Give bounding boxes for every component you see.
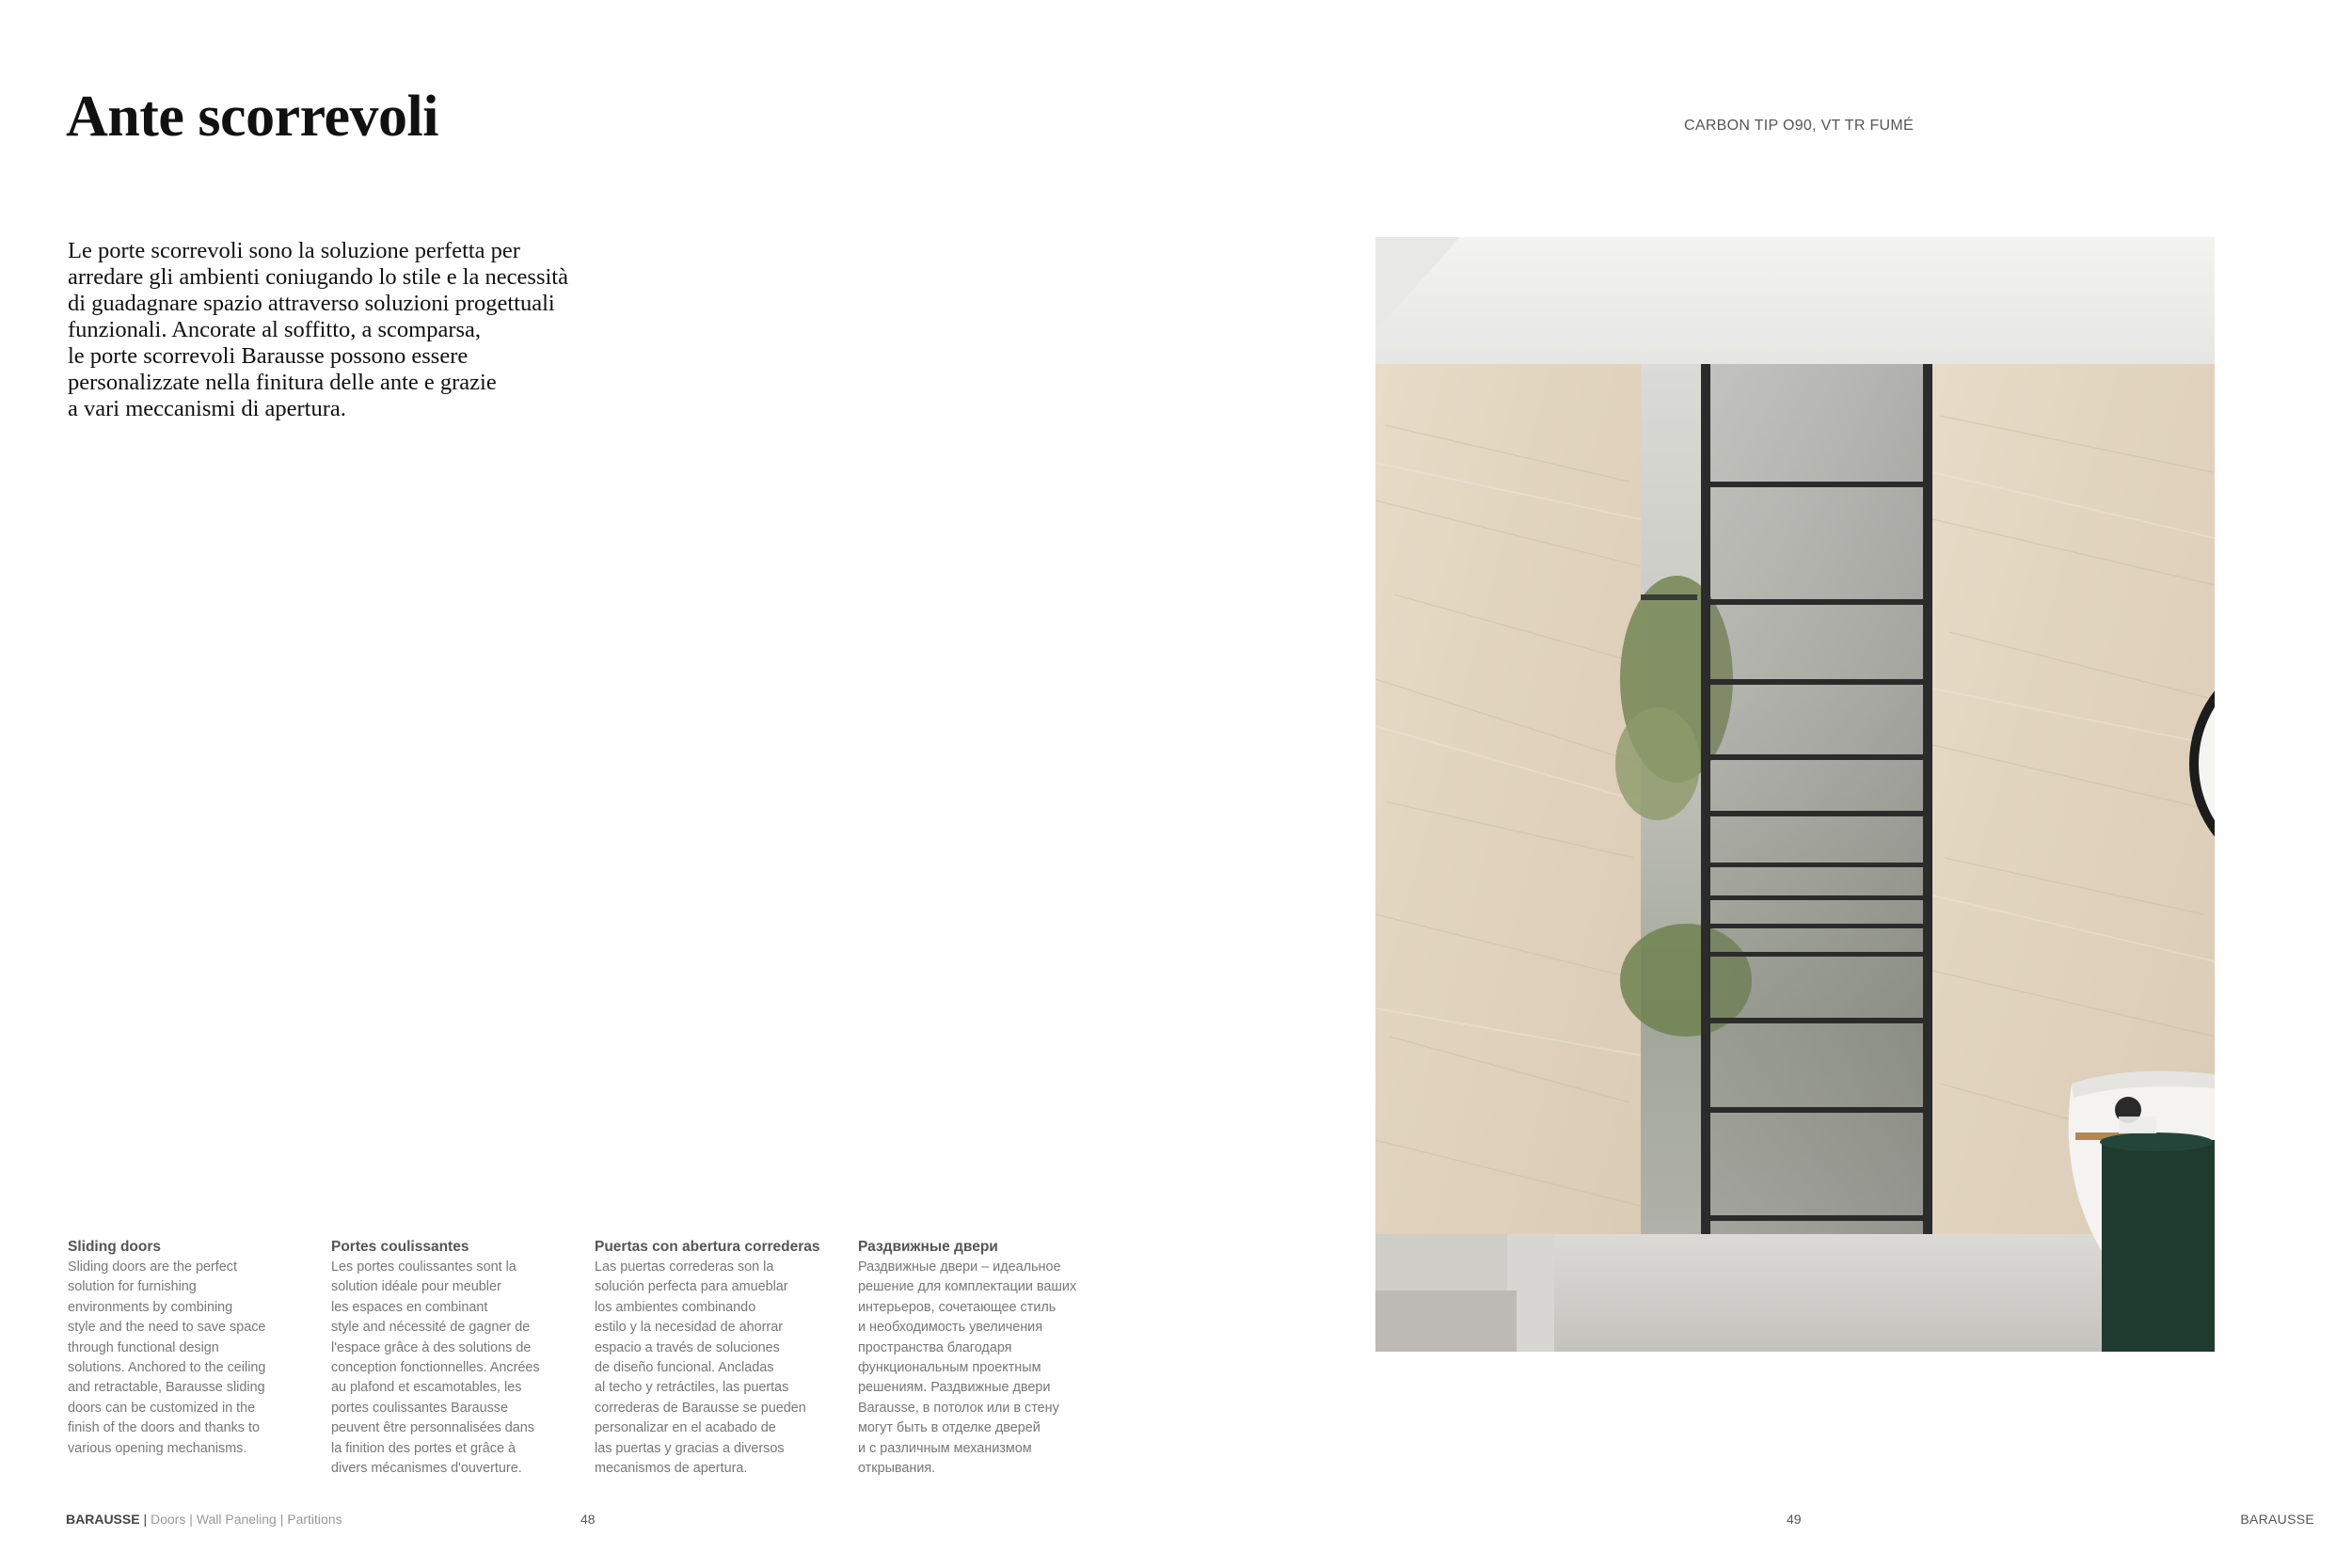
column-line: style and the need to save space — [68, 1320, 266, 1336]
intro-line: le porte scorrevoli Barausse possono essere — [68, 343, 469, 369]
translations — [68, 1238, 1121, 1482]
column-line: peuvent être personnalisées dans — [331, 1420, 535, 1436]
column-line: решение для комплектации ваших — [858, 1279, 1077, 1295]
column-line: estilo y la necesidad de ahorrar — [595, 1320, 783, 1336]
column-line: Sliding doors are the perfect — [68, 1259, 237, 1275]
column-line: finish of the doors and thanks to — [68, 1420, 260, 1436]
column-line: solutions. Anchored to the ceiling — [68, 1360, 266, 1376]
column-line: los ambientes combinando — [595, 1299, 756, 1315]
image-caption: CARBON TIP O90, VT TR FUMÉ — [1684, 118, 1915, 134]
footer-brand-right: BARAUSSE — [2240, 1512, 2314, 1527]
intro-line: funzionali. Ancorate al soffitto, a scomparsa, — [68, 317, 482, 342]
column-line: функциональным проектным — [858, 1360, 1041, 1376]
column-line: solution idéale pour meubler — [331, 1279, 501, 1295]
column-line: Las puertas correderas son la — [595, 1259, 774, 1275]
column-line: through functional design — [68, 1339, 219, 1355]
intro-paragraph — [68, 238, 651, 422]
column-russian — [858, 1238, 1114, 1479]
column-line: открывания. — [858, 1461, 936, 1477]
column-line: могут быть в отделке дверей — [858, 1420, 1041, 1436]
column-line: au plafond et escamotables, les — [331, 1380, 522, 1396]
intro-line: personalizzate nella finitura delle ante e grazie — [68, 370, 497, 395]
footer-separator: | — [143, 1512, 148, 1527]
column-line: Les portes coulissantes sont la — [331, 1259, 516, 1275]
footer-brand-line — [66, 1512, 342, 1527]
bathroom-sliding-door-photo — [1375, 237, 2215, 1352]
column-line: Раздвижные двери – идеальное — [858, 1259, 1061, 1275]
column-line: de diseño funcional. Ancladas — [595, 1360, 774, 1376]
intro-line: Le porte scorrevoli sono la soluzione perfetta per — [68, 238, 520, 263]
column-line: интерьеров, сочетающее стиль — [858, 1299, 1057, 1315]
column-line: mecanismos de apertura. — [595, 1461, 748, 1477]
column-line: divers mécanismes d'ouverture. — [331, 1461, 522, 1477]
intro-line: a vari meccanismi di apertura. — [68, 396, 346, 421]
page-number-left: 48 — [580, 1512, 596, 1527]
column-line: пространства благодаря — [858, 1339, 1012, 1355]
column-line: conception fonctionnelles. Ancrées — [331, 1360, 540, 1376]
column-line: correderas de Barausse se pueden — [595, 1400, 806, 1416]
column-heading: Portes coulissantes — [331, 1239, 469, 1255]
column-line: Barausse, в потолок или в стену — [858, 1400, 1059, 1416]
column-line: al techo y retráctiles, las puertas — [595, 1380, 789, 1396]
column-line: la finition des portes et grâce à — [331, 1440, 516, 1456]
column-line: various opening mechanisms. — [68, 1440, 247, 1456]
column-line: и необходимость увеличения — [858, 1320, 1043, 1336]
column-line: решениям. Раздвижные двери — [858, 1380, 1051, 1396]
column-line: and retractable, Barausse sliding — [68, 1380, 265, 1396]
column-french — [331, 1238, 587, 1479]
column-line: las puertas y gracias a diversos — [595, 1440, 785, 1456]
column-line: les espaces en combinant — [331, 1299, 488, 1315]
footer-brand: BARAUSSE — [66, 1512, 140, 1527]
column-line: и с различным механизмом — [858, 1440, 1032, 1456]
column-line: solution for furnishing — [68, 1279, 197, 1295]
column-text — [68, 1258, 324, 1459]
column-english — [68, 1238, 324, 1459]
column-line: environments by combining — [68, 1299, 233, 1315]
intro-line: arredare gli ambienti coniugando lo stile e la necessità — [68, 264, 568, 290]
column-line: doors can be customized in the — [68, 1400, 256, 1416]
footer-tagline: Doors | Wall Paneling | Partitions — [151, 1512, 342, 1527]
page-title: Ante scorrevoli — [66, 85, 438, 149]
column-line: solución perfecta para amueblar — [595, 1279, 788, 1295]
column-text — [858, 1258, 1114, 1479]
column-line: style and nécessité de gagner de — [331, 1320, 531, 1336]
column-text — [331, 1258, 587, 1479]
column-line: personalizar en el acabado de — [595, 1420, 776, 1436]
column-spanish — [595, 1238, 850, 1479]
column-heading: Puertas con abertura correderas — [595, 1239, 820, 1255]
column-line: l'espace grâce à des solutions de — [331, 1339, 532, 1355]
column-heading: Sliding doors — [68, 1239, 162, 1255]
intro-line: di guadagnare spazio attraverso soluzioni progettuali — [68, 291, 555, 316]
column-text — [595, 1258, 850, 1479]
page-number-right: 49 — [1787, 1512, 1802, 1527]
column-heading: Раздвижные двери — [858, 1239, 998, 1255]
column-line: espacio a través de soluciones — [595, 1339, 780, 1355]
column-line: portes coulissantes Barausse — [331, 1400, 508, 1416]
